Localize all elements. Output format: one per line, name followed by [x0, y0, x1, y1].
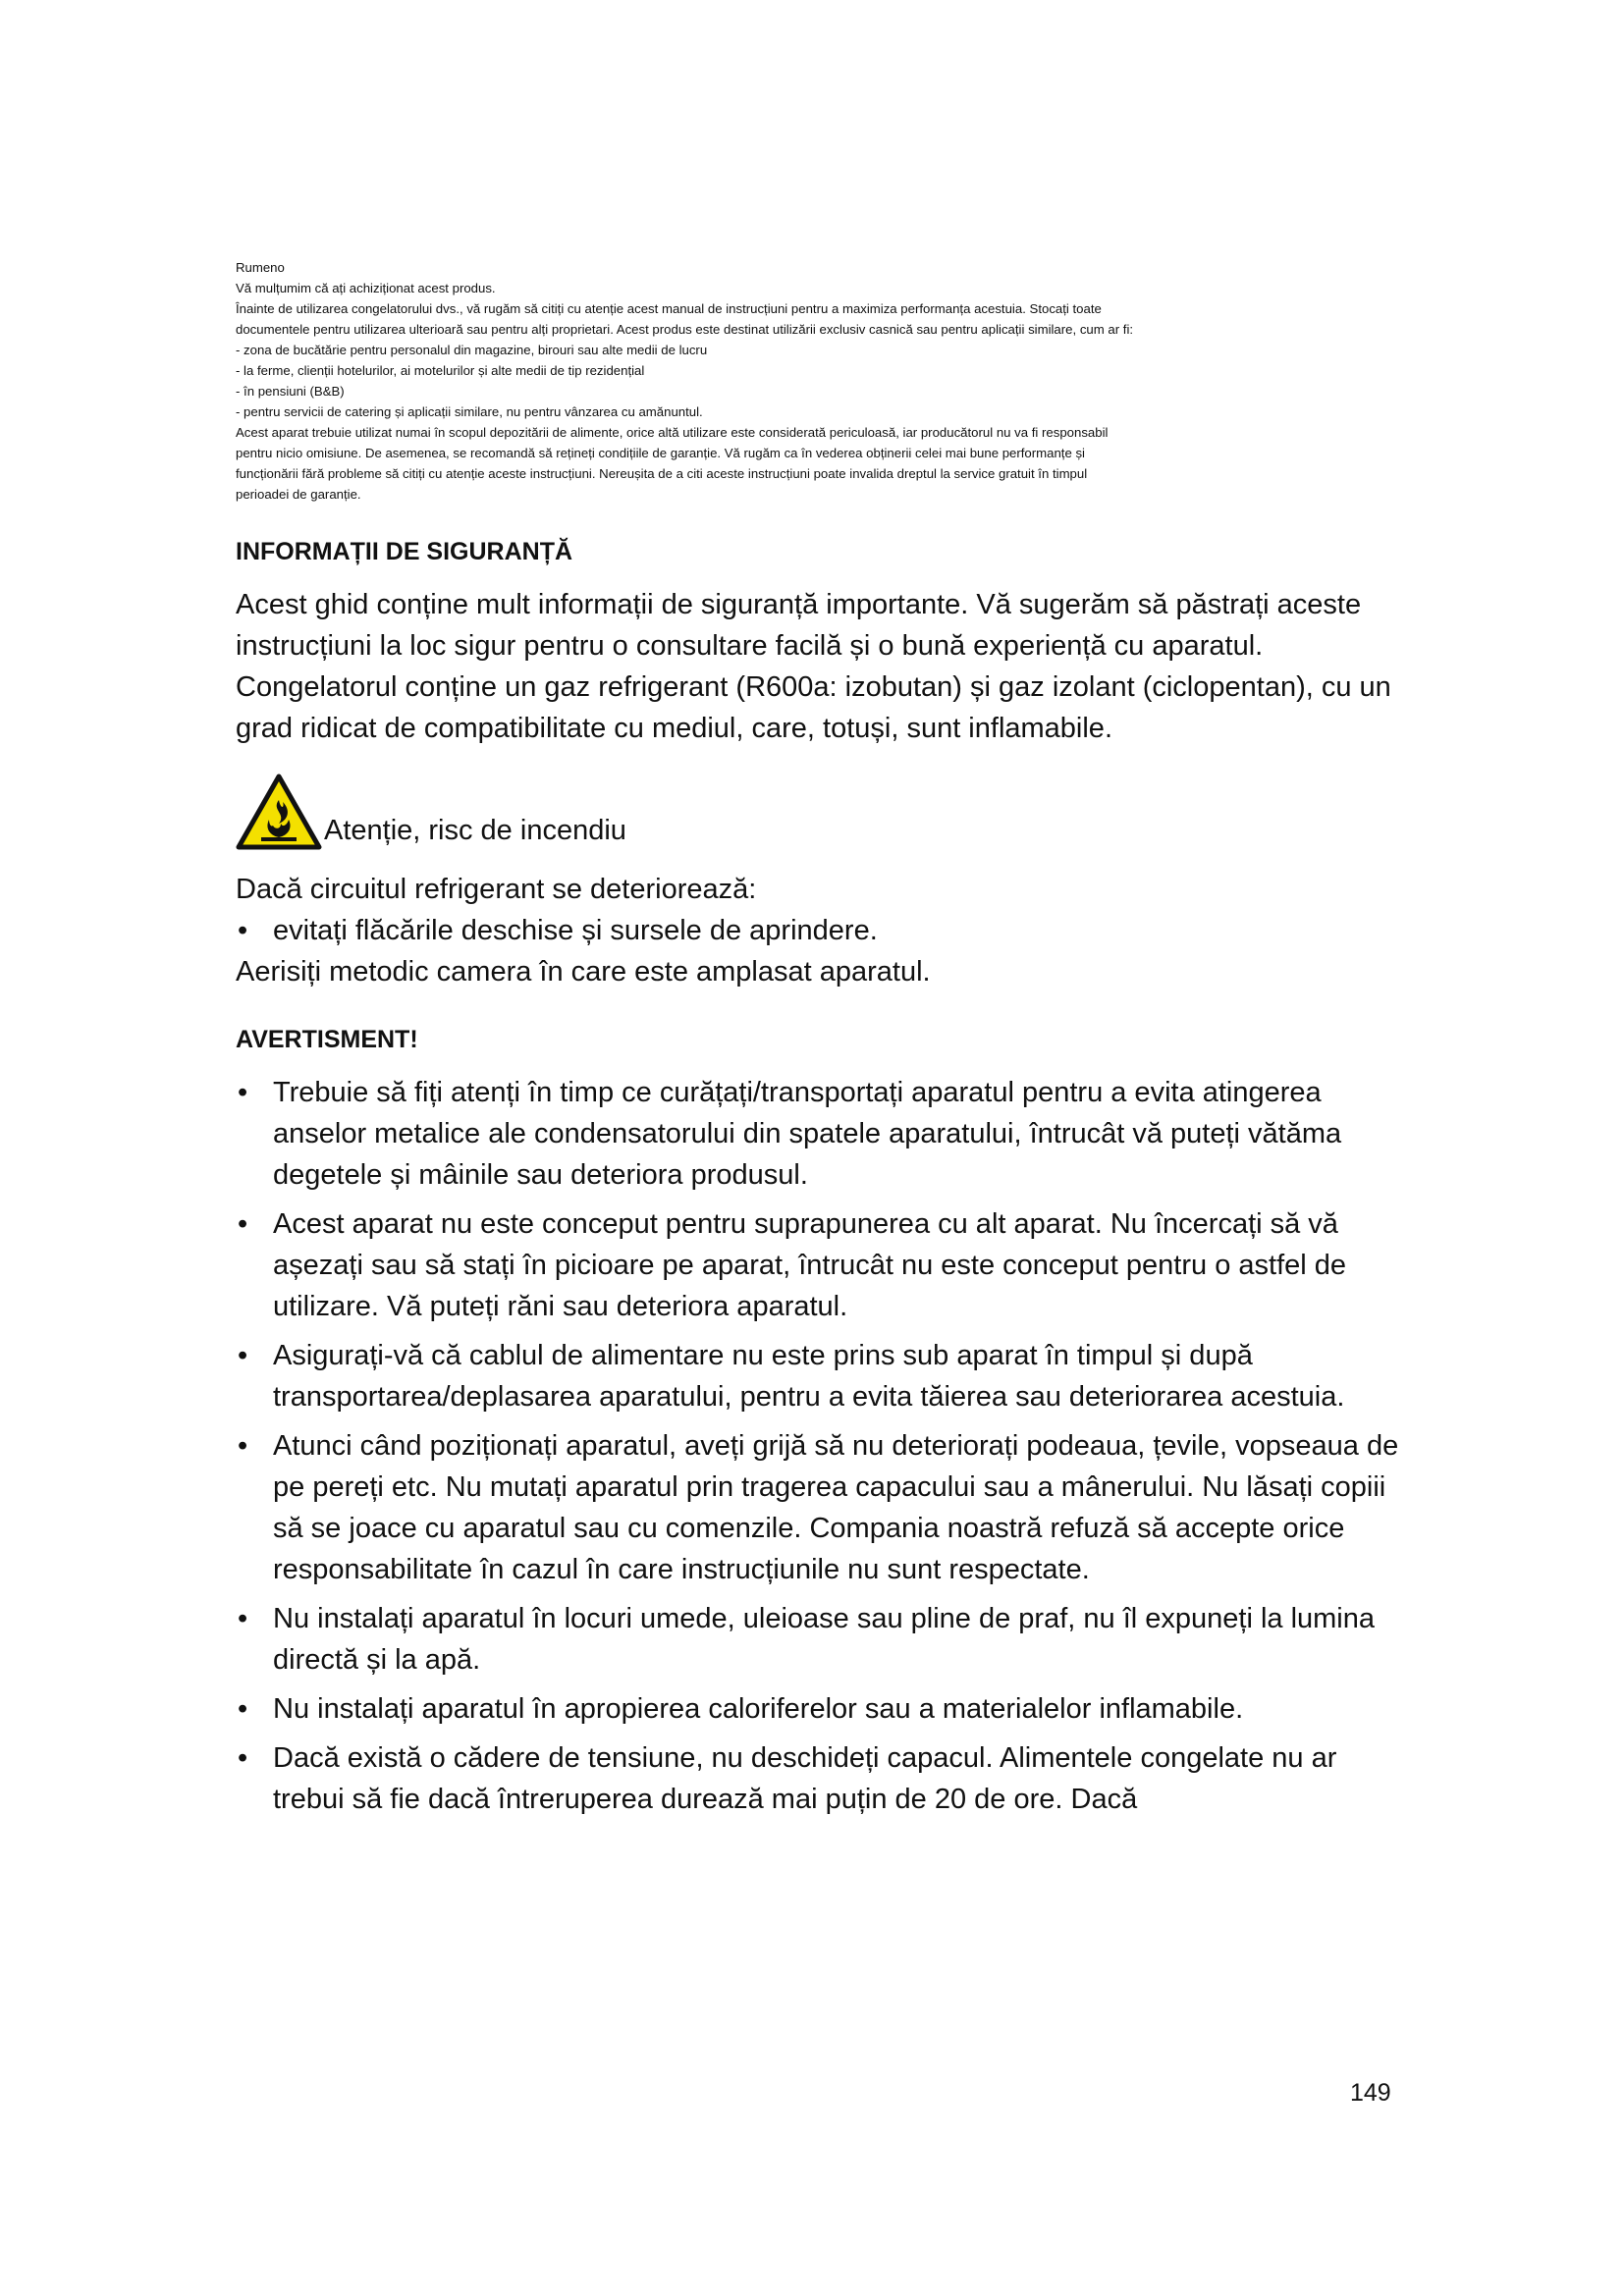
- intro-line: pentru nicio omisiune. De asemenea, se recomandă să rețineți condițiile de garanție. Vă rugăm ca în vederea obținerii celei mai bune performanțe și: [236, 446, 1085, 460]
- fire-warning-label: Atenție, risc de incendiu: [324, 815, 626, 846]
- list-item: • Acest aparat nu este conceput pentru suprapunerea cu alt aparat. Nu încercați să vă așezați sau să stați în picioare pe aparat, întrucât nu este conceput pentru o astfel de utilizare. Vă puteți răni sau deteriora aparatul.: [236, 1203, 1404, 1327]
- intro-line: Vă mulțumim că ați achiziționat acest produs.: [236, 281, 496, 295]
- flammable-warning-icon: [236, 773, 322, 851]
- safety-heading: INFORMAȚII DE SIGURANȚĂ: [236, 538, 573, 565]
- document-page: [236, 257, 1404, 1828]
- brand-name: Rumeno: [236, 260, 285, 275]
- list-item: • Asigurați-vă că cablul de alimentare nu este prins sub aparat în timpul și după transportarea/deplasarea aparatului, pentru a evita tăierea sau deteriorarea acestuia.: [236, 1335, 1404, 1417]
- intro-block: [236, 257, 1404, 505]
- intro-line: - la ferme, clienții hotelurilor, ai motelurilor și alte medii de tip rezidențial: [236, 363, 645, 378]
- intro-line: - pentru servicii de catering și aplicații similare, nu pentru vânzarea cu amănuntul.: [236, 404, 703, 419]
- intro-line: Acest aparat trebuie utilizat numai în scopul depozitării de alimente, orice altă utilizare este considerată periculoasă, iar producătorul nu va fi responsabil: [236, 425, 1109, 440]
- list-item: • Nu instalați aparatul în locuri umede, uleioase sau pline de praf, nu îl expuneți la lumina directă și la apă.: [236, 1598, 1404, 1681]
- safety-paragraph-gas: Congelatorul conține un gaz refrigerant (R600a: izobutan) și gaz izolant (ciclopentan), cu un grad ridicat de compatibilitate cu mediul, care, totuși, sunt inflamabile.: [236, 671, 1391, 744]
- list-item: • Trebuie să fiți atenți în timp ce curățați/transportați aparatul pentru a evita atingerea anselor metalice ale condensatorului din spatele aparatului, întrucât vă puteți vătăma degetele și mâinile sau deteriora produsul.: [236, 1072, 1404, 1196]
- fire-warning: [236, 773, 1404, 851]
- intro-line: perioadei de garanție.: [236, 487, 361, 502]
- warning-list: [236, 1072, 1404, 1820]
- list-item: • evitați flăcările deschise și sursele de aprindere.: [236, 910, 1404, 951]
- list-item: • Atunci când poziționați aparatul, aveți grijă să nu deteriorați podeaua, țevile, vopseaua de pe pereți etc. Nu mutați aparatul prin tragerea capacului sau a mânerului. Nu lăsați copiii să se joace cu aparatul sau cu comenzile. Compania noastră refuză să accepte orice responsabilitate în cazul în care instrucțiunile nu sunt respectate.: [236, 1425, 1404, 1590]
- circuit-list: [236, 910, 1404, 951]
- page-number: 149: [1350, 2079, 1391, 2107]
- list-item: • Nu instalați aparatul în apropierea caloriferelor sau a materialelor inflamabile.: [236, 1688, 1404, 1730]
- intro-line: documentele pentru utilizarea ulterioară sau pentru alți proprietari. Acest produs este destinat utilizării exclusiv casnică sau pentru aplicații similare, cum ar fi:: [236, 322, 1134, 337]
- list-item: • Dacă există o cădere de tensiune, nu deschideți capacul. Alimentele congelate nu ar trebui să fie dacă întreruperea durează mai puțin de 20 de ore. Dacă: [236, 1737, 1404, 1820]
- intro-line: Înainte de utilizarea congelatorului dvs., vă rugăm să citiți cu atenție acest manual de instrucțiuni pentru a maximiza performanța acestuia. Stocați toate: [236, 301, 1102, 316]
- warning-heading: AVERTISMENT!: [236, 1026, 418, 1053]
- ventilate-text: Aerisiți metodic camera în care este amplasat aparatul.: [236, 956, 931, 988]
- intro-line: - zona de bucătărie pentru personalul din magazine, birouri sau alte medii de lucru: [236, 343, 708, 357]
- intro-line: - în pensiuni (B&B): [236, 384, 345, 399]
- circuit-intro: Dacă circuitul refrigerant se deteriorează:: [236, 874, 757, 905]
- safety-paragraph-guide: Acest ghid conține mult informații de siguranță importante. Vă sugerăm să păstrați aceste instrucțiuni la loc sigur pentru o consultare facilă și o bună experiență cu aparatul.: [236, 589, 1362, 662]
- intro-line: funcționării fără probleme să citiți cu atenție aceste instrucțiuni. Nereușita de a citi aceste instrucțiuni poate invalida dreptul la service gratuit în timpul: [236, 466, 1088, 481]
